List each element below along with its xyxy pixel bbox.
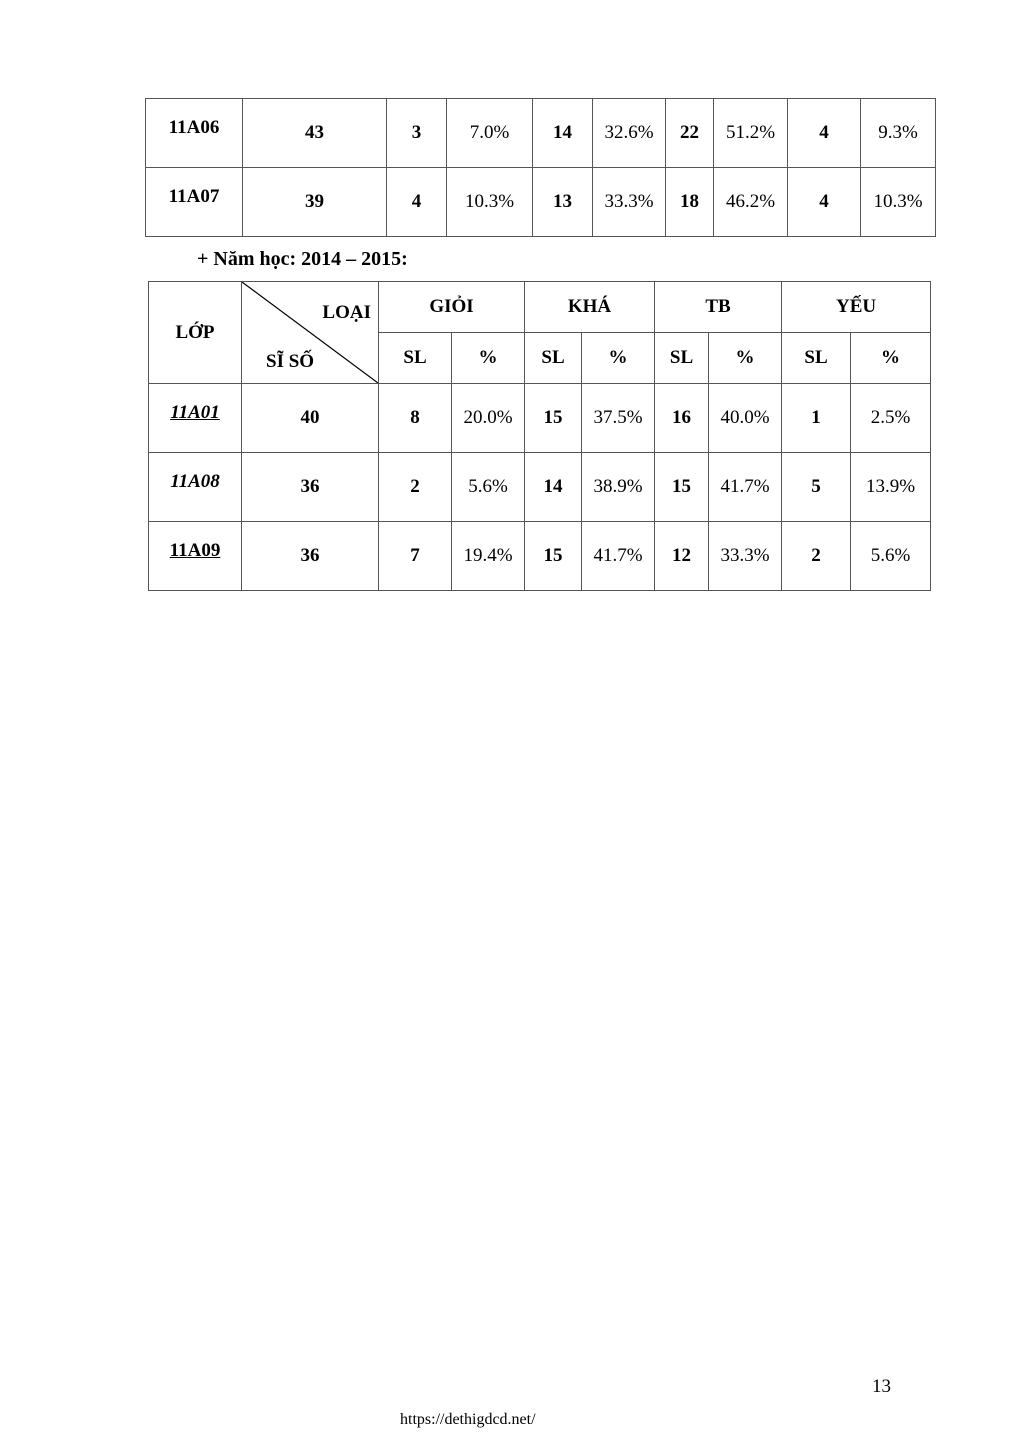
table-row [149, 522, 931, 591]
gioi-pct-cell: 20.0% [452, 384, 525, 453]
si-so-cell: 36 [242, 522, 379, 591]
gioi-pct-cell: 10.3% [447, 168, 533, 237]
subheader-pct: % [851, 333, 931, 384]
kha-sl-cell: 14 [525, 453, 582, 522]
tb-pct-cell: 51.2% [714, 99, 788, 168]
tb-pct-cell: 41.7% [709, 453, 782, 522]
results-table-continued [145, 98, 936, 237]
yeu-pct-cell: 5.6% [851, 522, 931, 591]
table-row [146, 99, 936, 168]
gioi-sl-cell: 3 [387, 99, 447, 168]
table-row [146, 168, 936, 237]
tb-sl-cell: 22 [666, 99, 714, 168]
tb-pct-cell: 33.3% [709, 522, 782, 591]
footer-url: https://dethigdcd.net/ [400, 1411, 536, 1428]
page-number: 13 [872, 1376, 891, 1397]
yeu-pct-cell: 9.3% [861, 99, 936, 168]
gioi-sl-cell: 7 [379, 522, 452, 591]
subheader-sl: SL [655, 333, 709, 384]
header-gioi: GIỎI [379, 282, 525, 333]
tb-sl-cell: 16 [655, 384, 709, 453]
class-cell: 11A01 [149, 384, 242, 453]
si-so-cell: 43 [243, 99, 387, 168]
header-si-so: SĨ SỐ [266, 351, 315, 372]
yeu-pct-cell: 10.3% [861, 168, 936, 237]
si-so-cell: 39 [243, 168, 387, 237]
gioi-sl-cell: 4 [387, 168, 447, 237]
header-diagonal-cell [242, 282, 379, 384]
gioi-pct-cell: 19.4% [452, 522, 525, 591]
tb-pct-cell: 46.2% [714, 168, 788, 237]
gioi-sl-cell: 8 [379, 384, 452, 453]
class-cell: 11A06 [146, 99, 243, 168]
subheader-sl: SL [379, 333, 452, 384]
yeu-sl-cell: 2 [782, 522, 851, 591]
kha-pct-cell: 38.9% [582, 453, 655, 522]
subheader-pct: % [709, 333, 782, 384]
kha-pct-cell: 32.6% [593, 99, 666, 168]
header-loai: LOẠI [322, 302, 371, 323]
yeu-sl-cell: 4 [788, 168, 861, 237]
kha-sl-cell: 14 [533, 99, 593, 168]
table-row [149, 384, 931, 453]
tb-sl-cell: 18 [666, 168, 714, 237]
table-row [149, 453, 931, 522]
yeu-sl-cell: 4 [788, 99, 861, 168]
header-yeu: YẾU [782, 282, 931, 333]
kha-pct-cell: 37.5% [582, 384, 655, 453]
gioi-sl-cell: 2 [379, 453, 452, 522]
subheader-sl: SL [782, 333, 851, 384]
tb-pct-cell: 40.0% [709, 384, 782, 453]
school-year-heading: + Năm học: 2014 – 2015: [197, 248, 408, 270]
class-cell: 11A07 [146, 168, 243, 237]
kha-pct-cell: 33.3% [593, 168, 666, 237]
si-so-cell: 36 [242, 453, 379, 522]
yeu-sl-cell: 1 [782, 384, 851, 453]
subheader-pct: % [452, 333, 525, 384]
yeu-sl-cell: 5 [782, 453, 851, 522]
header-row [149, 282, 931, 333]
kha-sl-cell: 15 [525, 522, 582, 591]
header-lop: LỚP [149, 282, 242, 384]
header-kha: KHÁ [525, 282, 655, 333]
yeu-pct-cell: 2.5% [851, 384, 931, 453]
class-cell: 11A08 [149, 453, 242, 522]
yeu-pct-cell: 13.9% [851, 453, 931, 522]
subheader-sl: SL [525, 333, 582, 384]
gioi-pct-cell: 7.0% [447, 99, 533, 168]
kha-pct-cell: 41.7% [582, 522, 655, 591]
si-so-cell: 40 [242, 384, 379, 453]
kha-sl-cell: 13 [533, 168, 593, 237]
subheader-pct: % [582, 333, 655, 384]
kha-sl-cell: 15 [525, 384, 582, 453]
tb-sl-cell: 12 [655, 522, 709, 591]
tb-sl-cell: 15 [655, 453, 709, 522]
class-cell: 11A09 [149, 522, 242, 591]
results-table-2014-2015 [148, 281, 931, 591]
gioi-pct-cell: 5.6% [452, 453, 525, 522]
header-tb: TB [655, 282, 782, 333]
